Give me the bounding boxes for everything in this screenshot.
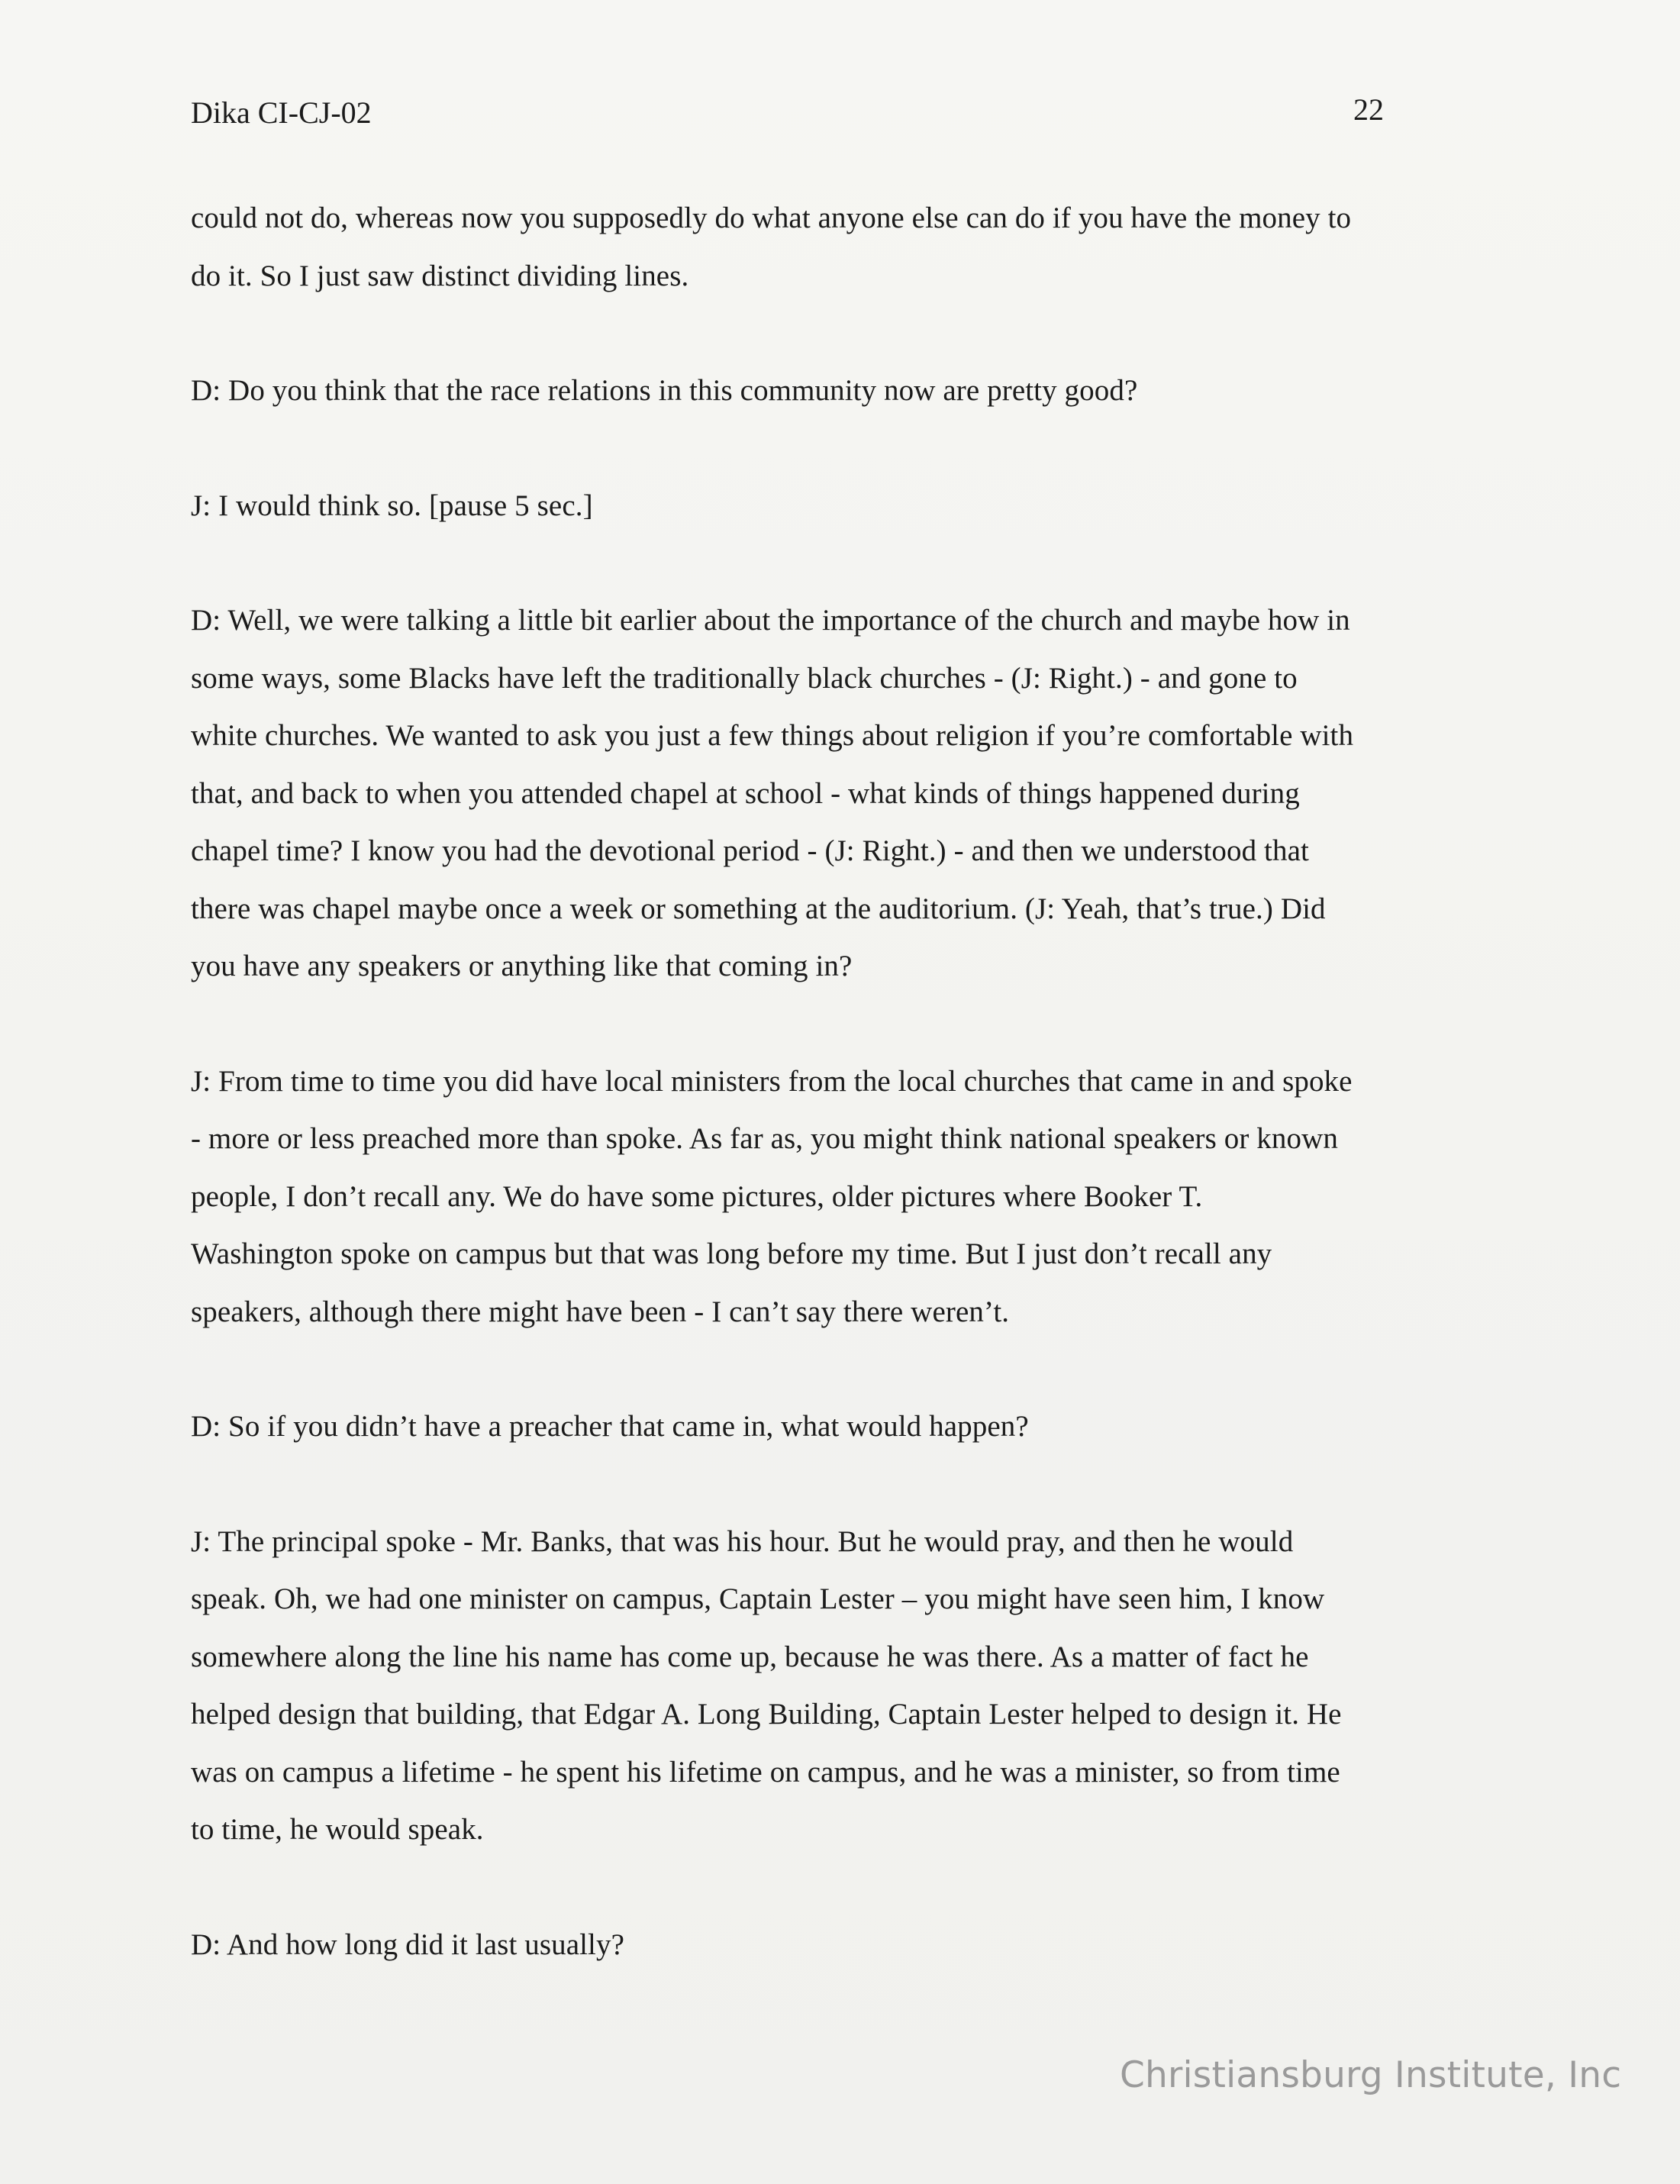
transcript-body (191, 189, 1488, 2031)
text-line: to time, he would speak. (191, 1813, 484, 1846)
text-line: could not do, whereas now you supposedly do what anyone else can do if you have the money to (191, 202, 1352, 234)
text-line: D: Well, we were talking a little bit earlier about the importance of the church and maybe how in (191, 604, 1350, 637)
transcript-paragraph (191, 477, 1488, 535)
text-line: D: So if you didn’t have a preacher that came in, what would happen? (191, 1410, 1029, 1443)
text-line: speak. Oh, we had one minister on campus, Captain Lester – you might have seen him, I know (191, 1582, 1325, 1615)
page-number: 22 (1353, 92, 1384, 127)
document-id: Dika CI-CJ-02 (191, 95, 372, 130)
transcript-paragraph (191, 362, 1488, 420)
transcript-paragraph (191, 1513, 1488, 1859)
transcript-paragraph (191, 592, 1488, 995)
text-line: some ways, some Blacks have left the traditionally black churches - (J: Right.) - and gone to (191, 661, 1298, 695)
transcript-paragraph (191, 1053, 1488, 1341)
text-line: somewhere along the line his name has come up, because he was there. As a matter of fact he (191, 1640, 1309, 1673)
text-line: D: And how long did it last usually? (191, 1928, 624, 1961)
text-line: helped design that building, that Edgar A. Long Building, Captain Lester helped to design it. He (191, 1698, 1342, 1731)
text-line: chapel time? I know you had the devotional period - (J: Right.) - and then we understood that (191, 834, 1309, 867)
text-line: speakers, although there might have been - I can’t say there weren’t. (191, 1295, 1010, 1328)
text-line: J: I would think so. [pause 5 sec.] (191, 489, 593, 522)
text-line: J: From time to time you did have local ministers from the local churches that came in and spoke (191, 1064, 1353, 1098)
text-line: D: Do you think that the race relations in this community now are pretty good? (191, 374, 1138, 407)
text-line: people, I don’t recall any. We do have some pictures, older pictures where Booker T. (191, 1179, 1203, 1213)
text-line: white churches. We wanted to ask you just a few things about religion if you’re comfortable with (191, 719, 1354, 752)
text-line: there was chapel maybe once a week or something at the auditorium. (J: Yeah, that’s true.) Did (191, 892, 1326, 925)
watermark: Christiansburg Institute, Inc (1120, 2054, 1622, 2096)
transcript-paragraph (191, 189, 1488, 305)
text-line: you have any speakers or anything like that coming in? (191, 950, 853, 982)
transcript-paragraph (191, 1916, 1488, 1974)
text-line: - more or less preached more than spoke. As far as, you might think national speakers or known (191, 1122, 1338, 1155)
text-line: that, and back to when you attended chapel at school - what kinds of things happened during (191, 776, 1300, 810)
text-line: was on campus a lifetime - he spent his lifetime on campus, and he was a minister, so from time (191, 1755, 1340, 1789)
transcript-paragraph (191, 1398, 1488, 1456)
text-line: do it. So I just saw distinct dividing lines. (191, 259, 689, 292)
text-line: Washington spoke on campus but that was long before my time. But I just don’t recall any (191, 1237, 1272, 1270)
text-line: J: The principal spoke - Mr. Banks, that was his hour. But he would pray, and then he would (191, 1524, 1294, 1558)
